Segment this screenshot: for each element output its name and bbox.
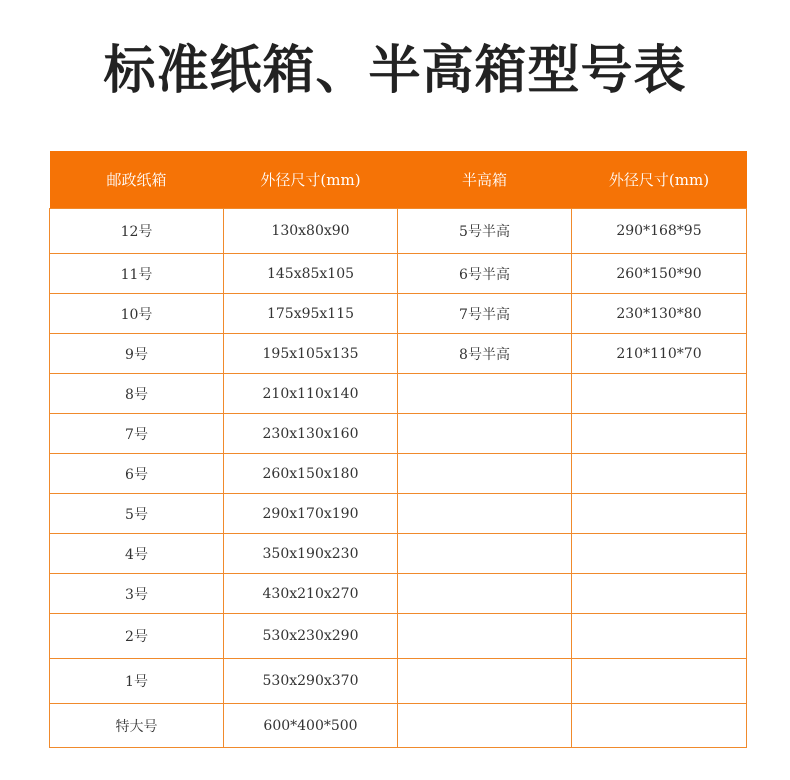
- outer-size-cell: 130x80x90: [224, 209, 398, 254]
- table-row: [50, 574, 747, 614]
- half-height-size-cell: 290*168*95: [572, 209, 747, 254]
- table-row: [50, 334, 747, 374]
- outer-size-cell: 350x190x230: [224, 534, 398, 574]
- page-title: 标准纸箱、半高箱型号表: [103, 41, 687, 101]
- half-height-size-cell: 230*130*80: [572, 294, 747, 334]
- postal-box-cell: 特大号: [50, 704, 224, 748]
- half-height-size-cell: [572, 414, 747, 454]
- outer-size-cell: 230x130x160: [224, 414, 398, 454]
- postal-box-cell: 7号: [50, 414, 224, 454]
- postal-box-cell: 6号: [50, 454, 224, 494]
- header-half-height-box: 半高箱: [398, 151, 572, 209]
- postal-box-cell: 8号: [50, 374, 224, 414]
- postal-box-cell: 3号: [50, 574, 224, 614]
- postal-box-cell: 9号: [50, 334, 224, 374]
- table-row: [50, 614, 747, 659]
- half-height-box-cell: [398, 374, 572, 414]
- half-height-box-cell: [398, 494, 572, 534]
- outer-size-cell: 145x85x105: [224, 254, 398, 294]
- table-row: [50, 454, 747, 494]
- table-row: [50, 659, 747, 704]
- half-height-size-cell: [572, 614, 747, 659]
- half-height-box-cell: 8号半高: [398, 334, 572, 374]
- postal-box-cell: 11号: [50, 254, 224, 294]
- postal-box-cell: 1号: [50, 659, 224, 704]
- half-height-size-cell: [572, 374, 747, 414]
- table-row: [50, 209, 747, 254]
- half-height-box-cell: 7号半高: [398, 294, 572, 334]
- table-row: [50, 534, 747, 574]
- half-height-size-cell: [572, 574, 747, 614]
- table-row: [50, 374, 747, 414]
- half-height-box-cell: [398, 414, 572, 454]
- half-height-box-cell: 6号半高: [398, 254, 572, 294]
- half-height-box-cell: [398, 614, 572, 659]
- outer-size-cell: 530x230x290: [224, 614, 398, 659]
- table-row: [50, 704, 747, 748]
- outer-size-cell: 530x290x370: [224, 659, 398, 704]
- half-height-size-cell: [572, 659, 747, 704]
- table-row: [50, 414, 747, 454]
- outer-size-cell: 260x150x180: [224, 454, 398, 494]
- table-row: [50, 254, 747, 294]
- half-height-box-cell: [398, 659, 572, 704]
- outer-size-cell: 290x170x190: [224, 494, 398, 534]
- half-height-size-cell: [572, 704, 747, 748]
- half-height-box-cell: [398, 454, 572, 494]
- half-height-size-cell: 210*110*70: [572, 334, 747, 374]
- half-height-size-cell: 260*150*90: [572, 254, 747, 294]
- postal-box-cell: 12号: [50, 209, 224, 254]
- outer-size-cell: 195x105x135: [224, 334, 398, 374]
- postal-box-cell: 2号: [50, 614, 224, 659]
- half-height-box-cell: [398, 534, 572, 574]
- outer-size-cell: 430x210x270: [224, 574, 398, 614]
- postal-box-cell: 4号: [50, 534, 224, 574]
- table-header-row: [50, 151, 747, 209]
- header-half-height-outer-size: 外径尺寸(mm): [572, 151, 747, 209]
- half-height-size-cell: [572, 494, 747, 534]
- postal-box-cell: 5号: [50, 494, 224, 534]
- half-height-box-cell: [398, 704, 572, 748]
- outer-size-cell: 210x110x140: [224, 374, 398, 414]
- header-postal-box: 邮政纸箱: [50, 151, 224, 209]
- box-size-table: [49, 151, 747, 748]
- half-height-box-cell: [398, 574, 572, 614]
- postal-box-cell: 10号: [50, 294, 224, 334]
- outer-size-cell: 175x95x115: [224, 294, 398, 334]
- table-row: [50, 494, 747, 534]
- half-height-size-cell: [572, 454, 747, 494]
- header-outer-size: 外径尺寸(mm): [224, 151, 398, 209]
- half-height-box-cell: 5号半高: [398, 209, 572, 254]
- table-row: [50, 294, 747, 334]
- outer-size-cell: 600*400*500: [224, 704, 398, 748]
- half-height-size-cell: [572, 534, 747, 574]
